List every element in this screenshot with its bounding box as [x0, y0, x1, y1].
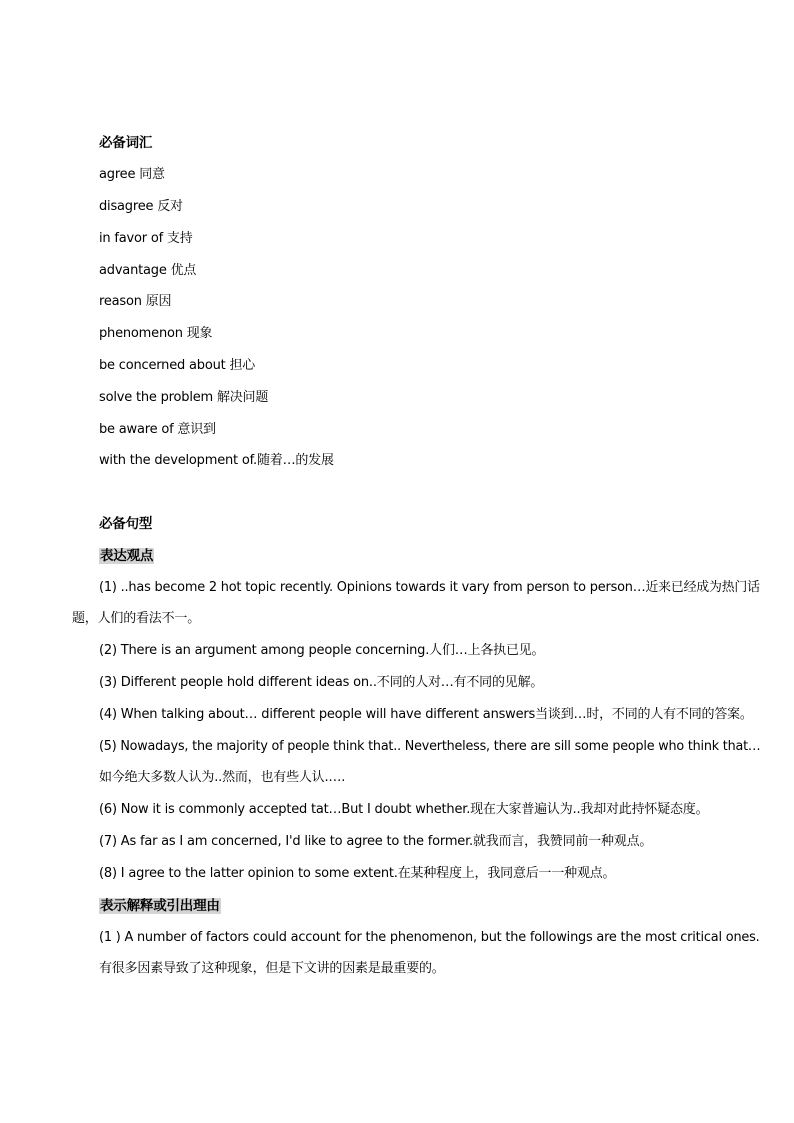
vocab-item: with the development of.随着…的发展	[99, 453, 334, 468]
vocab-item: agree 同意	[99, 167, 165, 182]
opinion-subheading	[99, 547, 154, 565]
reason-line: 有很多因素导致了这种现象，但是下文讲的因素是最重要的。	[99, 961, 445, 976]
vocab-item: solve the problem 解决问题	[99, 390, 269, 405]
opinion-line: (6) Now it is commonly accepted tat…But I doubt whether.现在大家普遍认为..我却对此持怀疑态度。	[99, 802, 709, 817]
reason-subheading-text: 表示解释或引出理由	[100, 898, 220, 914]
reason-subheading	[99, 897, 221, 915]
opinion-line: 题，人们的看法不一。	[72, 611, 201, 626]
opinion-line: (5) Nowadays, the majority of people think that.. Nevertheless, there are sill some people who think that…	[99, 739, 761, 754]
opinion-line: (8) I agree to the latter opinion to some extent.在某种程度上，我同意后一一种观点。	[99, 866, 616, 881]
vocab-item: in favor of 支持	[99, 231, 193, 246]
vocab-item: phenomenon 现象	[99, 326, 213, 341]
opinion-subheading-text: 表达观点	[100, 548, 154, 564]
opinion-line: (4) When talking about… different people will have different answers当谈到…时，不同的人有不同的答案。	[99, 707, 753, 722]
opinion-line: (1) ..has become 2 hot topic recently. Opinions towards it vary from person to person…近来已经成为热门话	[99, 580, 760, 595]
reason-line: (1 ) A number of factors could account for the phenomenon, but the followings are the most critical ones.	[99, 930, 760, 945]
opinion-line: (3) Different people hold different ideas on..不同的人对…有不同的见解。	[99, 675, 544, 690]
vocab-item: be concerned about 担心	[99, 358, 256, 373]
vocab-item: be aware of 意识到	[99, 422, 216, 437]
vocab-item: advantage 优点	[99, 263, 197, 278]
vocab-item: disagree 反对	[99, 199, 183, 214]
vocab-item: reason 原因	[99, 294, 172, 309]
opinion-line: (2) There is an argument among people concerning.人们…上各执已见。	[99, 643, 545, 658]
opinion-line: (7) As far as I am concerned, I'd like to agree to the former.就我而言，我赞同前一种观点。	[99, 834, 653, 849]
opinion-line: 如今绝大多数人认为..然而，也有些人认.….	[99, 770, 346, 785]
vocab-heading: 必备词汇	[99, 135, 153, 151]
patterns-heading: 必备句型	[99, 516, 153, 532]
